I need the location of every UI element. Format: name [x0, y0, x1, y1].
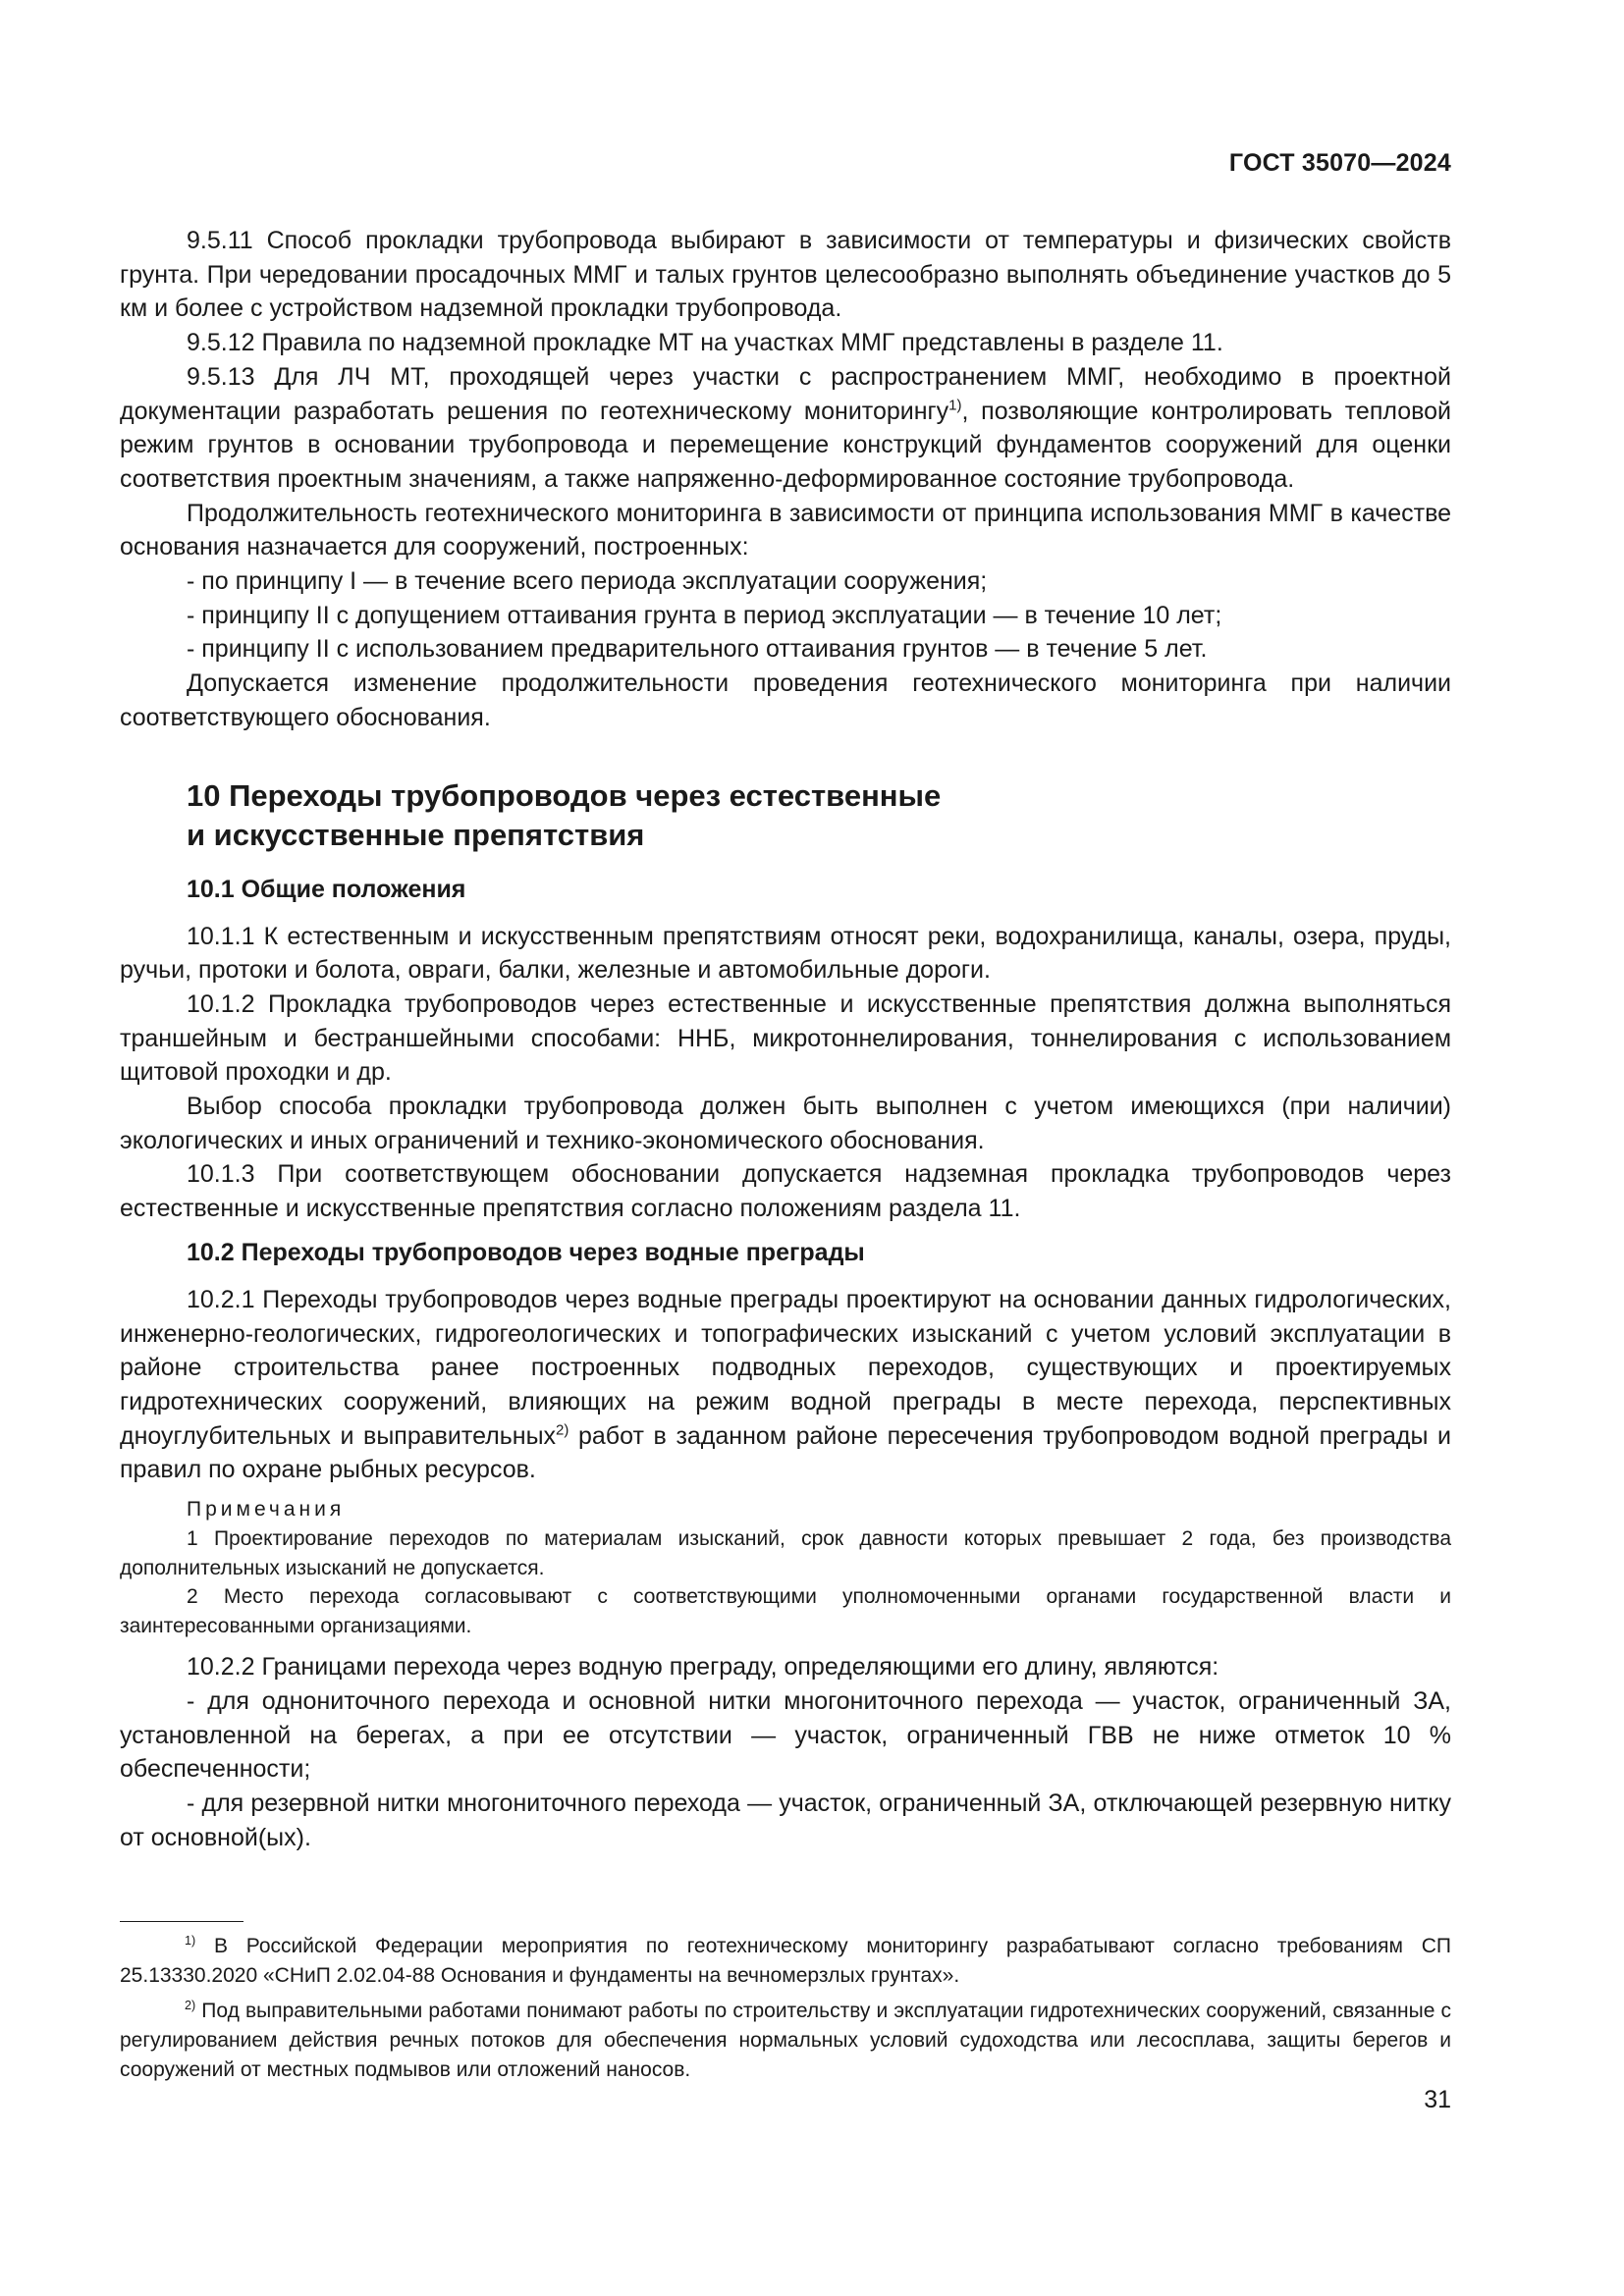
footnote-separator [120, 1921, 244, 1922]
page-number: 31 [1424, 2086, 1451, 2113]
paragraph-duration-change: Допускается изменение продолжительности проведения геотехнического мониторинга при наличии соответствующего обоснования. [120, 669, 1451, 731]
subsection-10-2-title: 10.2 Переходы трубопроводов через водные преграды [187, 1238, 865, 1266]
footnote-text: Под выправительными работами понимают работы по строительству и эксплуатации гидротехнических сооружений, связанные с регулированием действия речных потоков для обеспечения нормальных условий судоходства или лесосплава, защиты берегов и сооружений от местных подмывов или отложений наносов. [120, 2000, 1451, 2081]
list-item: - принципу II с использованием предварительного оттаивания грунтов — в течение 5 лет. [187, 635, 1208, 664]
footnote-ref-2: 2) [556, 1421, 569, 1439]
footnotes [120, 1932, 1451, 2091]
footnote-1 [120, 1932, 1451, 1991]
paragraph-method-choice: Выбор способа прокладки трубопровода должен быть выполнен с учетом имеющихся (при наличии) экологических и иных ограничений и технико-экономического обоснования. [120, 1093, 1451, 1154]
standard-header: ГОСТ 35070—2024 [1228, 149, 1451, 177]
paragraph-9-5-12: 9.5.12 Правила по надземной прокладке МТ на участках ММГ представлены в разделе 11. [187, 329, 1223, 357]
list-item: - для однониточного перехода и основной нитки многониточного перехода — участок, ограниченный ЗА, установленной на берегах, а при ее отсутствии — участок, ограниченный ГВВ не ниже отметок 10 % обеспеченности; [120, 1686, 1451, 1784]
section-title-line: 10 Переходы трубопроводов через естественные [187, 777, 942, 813]
footnote-mark: 2) [185, 1999, 196, 2012]
list-item: - для резервной нитки многониточного перехода — участок, ограниченный ЗА, отключающей резервную нитку от основной(ых). [120, 1789, 1451, 1851]
paragraph-text: 9.5.13 Для ЛЧ МТ, проходящей через участки с распространением ММГ, необходимо в проектной документации разработать решения по геотехническому мониторингу [120, 362, 1451, 425]
footnote-ref-1: 1) [948, 397, 962, 414]
footnote-2 [120, 1997, 1451, 2085]
paragraph-10-2-1 [120, 1283, 1451, 1487]
paragraph-text: , позволяющие контролировать тепловой режим грунтов в основании трубопровода и перемещение конструкций фундаментов сооружений для оценки соответствия проектным значениям, а также напряженно-деформированное состояние трубопровода. [120, 397, 1452, 493]
list-item: - принципу II с допущением оттаивания грунта в период эксплуатации — в течение 10 лет; [187, 601, 1222, 629]
note-item: 1 Проектирование переходов по материалам изысканий, срок давности которых превышает 2 года, без производства дополнительных изысканий не допускается. [120, 1527, 1451, 1579]
section-title-line: и искусственные препятствия [187, 817, 645, 852]
paragraph-monitoring-duration: Продолжительность геотехнического мониторинга в зависимости от принципа использования ММГ в качестве основания назначается для сооружений, построенных: [120, 499, 1451, 561]
paragraph-10-2-2: 10.2.2 Границами перехода через водную преграду, определяющими его длину, являются: [187, 1653, 1219, 1682]
paragraph-10-1-1: 10.1.1 К естественным и искусственным препятствиям относят реки, водохранилища, каналы, озера, пруды, ручьи, протоки и болота, овраги, балки, железные и автомобильные дороги. [120, 922, 1451, 985]
footnote-text: В Российской Федерации мероприятия по геотехническому мониторингу разрабатывают согласно требованиям СП 25.13330.2020 «СНиП 2.02.04-88 Основания и фундаменты на вечномерзлых грунтах». [120, 1935, 1451, 1987]
paragraph-text: работ в заданном районе пересечения трубопроводом водной преграды и правил по охране рыбных ресурсов. [120, 1421, 1451, 1484]
notes-heading: Примечания [187, 1498, 346, 1522]
paragraph-10-1-3: 10.1.3 При соответствующем обосновании допускается надземная прокладка трубопроводов через естественные и искусственные препятствия согласно положениям раздела 11. [120, 1160, 1451, 1223]
footnote-mark: 1) [185, 1934, 196, 1948]
section-10-title [187, 776, 1451, 855]
subsection-10-1-title: 10.1 Общие положения [187, 875, 466, 903]
page-body [120, 224, 1451, 1854]
note-item: 2 Место перехода согласовывают с соответствующими уполномоченными органами государственной власти и заинтересованными организациями. [120, 1585, 1451, 1637]
paragraph-10-1-2: 10.1.2 Прокладка трубопроводов через естественные и искусственные препятствия должна выполняться траншейным и бестраншейными способами: ННБ, микротоннелирования, тоннелирования с использованием щитовой проходки и др. [120, 989, 1451, 1087]
paragraph-9-5-11: 9.5.11 Способ прокладки трубопровода выбирают в зависимости от температуры и физических свойств грунта. При чередовании просадочных ММГ и талых грунтов целесообразно выполнять объединение участков до 5 км и более с устройством надземной прокладки трубопровода. [120, 227, 1451, 323]
paragraph-9-5-13 [120, 360, 1451, 497]
list-item: - по принципу I — в течение всего периода эксплуатации сооружения; [187, 567, 988, 596]
paragraph-text: 10.2.1 Переходы трубопроводов через водные преграды проектируют на основании данных гидрологических, инженерно-геологических, гидрогеологических и топографических изысканий с учетом условий эксплуатации в районе строительства ранее построенных подводных переходов, существующих и проектируемых гидротехнических сооружений, влияющих на режим водной преграды в месте перехода, перспективных дноуглубительных и выправительных [120, 1285, 1451, 1450]
